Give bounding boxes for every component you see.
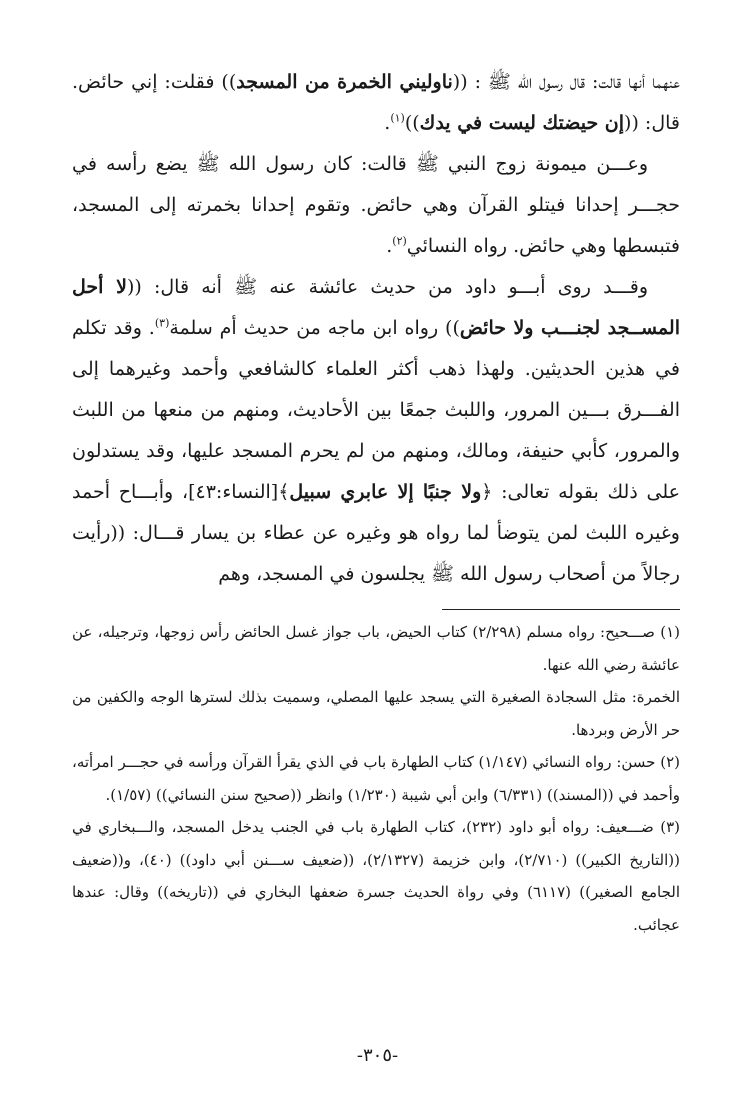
footnotes [72,616,680,941]
footnote-ref-2[interactable]: (٢) [392,234,407,248]
text-run: )) [404,112,420,134]
page-number: -٣٠٥- [356,1045,399,1066]
text-run: . [384,112,391,134]
hadith-quote: لا أحل المســجد لجنـــب ولا حائض [72,276,680,339]
paragraph-2 [72,144,680,267]
text-run: . [386,235,393,257]
paragraph-3 [72,267,680,595]
hadith-quote: إن حيضتك ليست في يدك [419,112,625,134]
text-run: وقـــد روى أبـــو داود من حديث عائشة عنه ﷺ أنه قال: (( [126,276,648,298]
text-run: عنهما أنها قالت: قال رسول الله ﷺ : (( [452,71,680,93]
footnote-3: (٣) ضـــعيف: رواه أبو داود (٢٣٢)، كتاب الطهارة باب في الجنب يدخل المسجد، والـــبخاري في ((التاريخ الكبير)) (٢/٧١٠)، وابن خزيمة (٢/١٣٢٧)، ((ضعيف ســـنن أبي داود)) (٤٠)، و((ضعيف الجامع الصغير)) (٦١١٧) وفي رواة الحديث جسرة ضعفها البخاري في ((تاريخه)) وقال: عندها عجائب. [72,818,681,934]
quran-verse: ولا جنبًا إلا عابري سبيل [289,481,482,503]
footnote-1: (١) صـــحيح: رواه مسلم (٢/٢٩٨) كتاب الحيض، باب جواز غسل الحائض رأس زوجها، وترجيله، عن عائشة رضي الله عنها. [72,623,680,674]
footnote-note: الخمرة: مثل السجادة الصغيرة التي يسجد عليها المصلي، وسميت بذلك لسترها الوجه والكفين من حر الأرض وبردها. [72,688,680,739]
page-content [72,62,680,941]
footnote-2: (٢) حسن: رواه النسائي (١/١٤٧) كتاب الطهارة باب في الذي يقرأ القرآن ورأسه في حجـــر امرأته، وأحمد في ((المسند)) (٦/٣٣١) وابن أبي شيبة (١/٢٣٠) وانظر ((صحيح سنن النسائي)) (١/٥٧). [72,753,681,804]
paragraph-1 [72,62,680,144]
text-run: . وقد تكلم في هذين الحديثين. ولهذا ذهب أكثر العلماء كالشافعي وأحمد وغيرهما إلى الفـــرق بـــين المرور، واللبث جمعًا بين الأحاديث، ومنهم من منعها من اللبث والمرور، كأبي حنيفة، ومالك، ومنهم من لم يحرم المسجد عليها، وقد يستدلون على ذلك بقوله تعالى: ﴿ [72,317,680,503]
footnote-ref-1[interactable]: (١) [390,111,405,125]
text-run: وعـــن ميمونة زوج النبي ﷺ قالت: كان رسول الله ﷺ يضع رأسه في حجـــر إحدانا فيتلو القرآن وهي حائض. وتقوم إحدانا بخمرته إلى المسجد، فتبسطها وهي حائض. رواه النسائي [72,153,680,257]
footnote-divider [442,609,680,610]
text-run: )) رواه ابن ماجه من حديث أم سلمة [169,317,460,339]
main-text [72,62,680,595]
text-run: ﴾[النساء:٤٣]، وأبـــاح أحمد وغيره اللبث لمن يتوضأ لما رواه هو وغيره عن عطاء بن يسار قـــال: ((رأيت رجالاً من أصحاب رسول الله ﷺ يجلسون في المسجد، وهم [72,481,680,585]
text-run: )) فقلت: إني حائض. قال: (( [72,71,680,134]
hadith-quote: ناوليني الخمرة من المسجد [236,71,453,93]
footnote-ref-3[interactable]: (٣) [154,316,170,330]
